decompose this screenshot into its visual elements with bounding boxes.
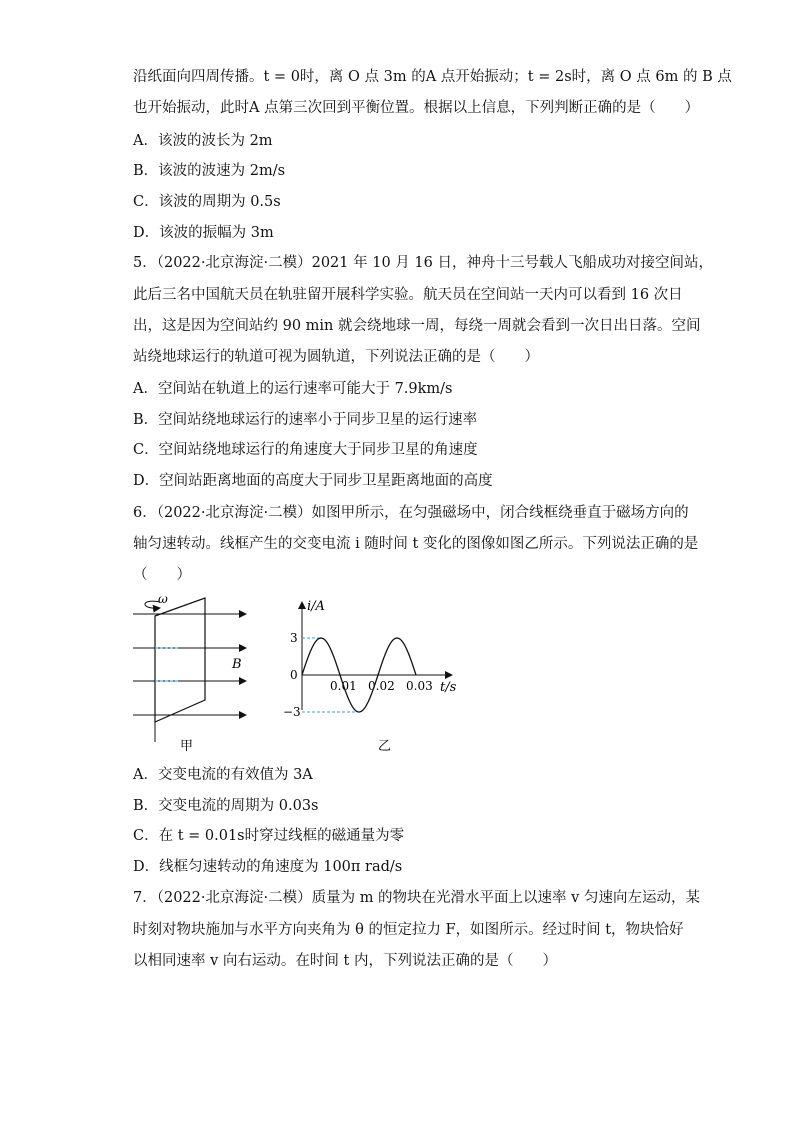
y-tick-neg3: −3 xyxy=(283,705,301,719)
x-tick-002: 0.02 xyxy=(368,679,395,693)
q6-line-1: 6．（2022·北京海淀·二模）如图甲所示，在匀强磁场中，闭合线框绕垂直于磁场方向的 xyxy=(133,505,689,521)
omega-label: ω xyxy=(158,592,168,606)
q6-option-b: B．交变电流的周期为 0.03s xyxy=(133,798,319,814)
q4-option-a: A．该波的波长为 2m xyxy=(133,133,273,149)
q6-figure xyxy=(0,590,794,760)
q4-option-d: D．该波的振幅为 3m xyxy=(133,225,274,241)
b-field-label: B xyxy=(232,657,242,672)
q5-line-2: 此后三名中国航天员在轨驻留开展科学实验。航天员在空间站一天内可以看到 16 次日 xyxy=(133,287,683,303)
q5-option-b: B．空间站绕地球运行的速率小于同步卫星的运行速率 xyxy=(133,412,478,428)
q5-option-d: D．空间站距离地面的高度大于同步卫星距离地面的高度 xyxy=(133,473,493,489)
q5-line-4: 站绕地球运行的轨道可视为圆轨道，下列说法正确的是（ ） xyxy=(133,349,539,365)
figure-label-yi: 乙 xyxy=(378,739,392,754)
q5-line-3: 出，这是因为空间站约 90 min 就会绕地球一周，每绕一周就会看到一次日出日落。空间 xyxy=(133,318,701,334)
y-tick-zero: 0 xyxy=(290,668,298,682)
y-tick-pos3: 3 xyxy=(290,631,298,645)
y-axis-label: i/A xyxy=(307,599,325,614)
wire-frame xyxy=(155,598,205,722)
q6-option-c: C．在 t = 0.01s时穿过线框的磁通量为零 xyxy=(133,828,405,844)
x-tick-003: 0.03 xyxy=(406,679,433,693)
q6-line-3: （ ） xyxy=(133,567,191,583)
q5-option-a: A．空间站在轨道上的运行速率可能大于 7.9km/s xyxy=(133,381,453,397)
x-axis-label: t/s xyxy=(440,680,457,695)
q6-line-2: 轴匀速转动。线框产生的交变电流 i 随时间 t 变化的图像如图乙所示。下列说法正确的是 xyxy=(133,536,699,552)
q7-line-1: 7．（2022·北京海淀·二模）质量为 m 的物块在光滑水平面上以速率 v 匀速向左运动，某 xyxy=(133,890,700,906)
q5-line-1: 5．（2022·北京海淀·二模）2021 年 10 月 16 日，神舟十三号载人飞船成功对接空间站， xyxy=(133,255,713,271)
q4-option-c: C．该波的周期为 0.5s xyxy=(133,194,281,210)
figure-jia xyxy=(133,592,246,754)
q4-line-1: 沿纸面向四周传播。t = 0时，离 O 点 3m 的A 点开始振动；t = 2s时，离 O 点 6m 的 B 点 xyxy=(133,69,732,85)
q5-option-c: C．空间站绕地球运行的角速度大于同步卫星的角速度 xyxy=(133,442,478,458)
x-tick-001: 0.01 xyxy=(330,679,357,693)
q4-option-b: B．该波的波速为 2m/s xyxy=(133,163,286,179)
q7-line-3: 以相同速率 v 向右运动。在时间 t 内，下列说法正确的是（ ） xyxy=(133,953,557,969)
q6-option-a: A．交变电流的有效值为 3A xyxy=(133,767,313,783)
figure-label-jia: 甲 xyxy=(180,739,194,754)
q4-line-2: 也开始振动，此时A 点第三次回到平衡位置。根据以上信息，下列判断正确的是（ ） xyxy=(133,100,700,116)
q6-option-d: D．线框匀速转动的角速度为 100π rad/s xyxy=(133,859,403,875)
figure-yi xyxy=(283,599,457,754)
q7-line-2: 时刻对物块施加与水平方向夹角为 θ 的恒定拉力 F，如图所示。经过时间 t，物块恰好 xyxy=(133,922,684,938)
